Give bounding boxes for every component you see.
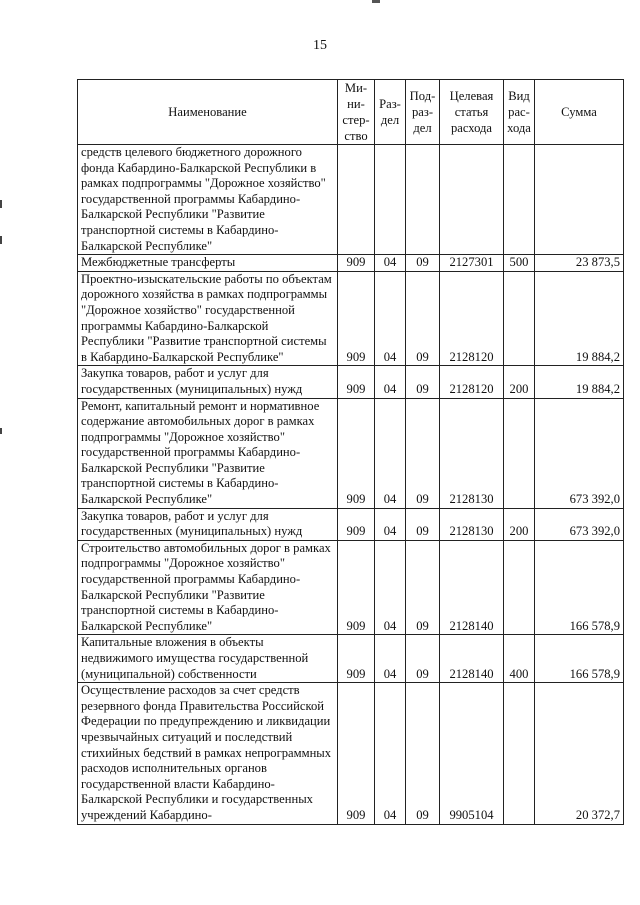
row-sum <box>535 145 624 255</box>
row-type <box>504 145 535 255</box>
row-target <box>440 145 504 255</box>
row-target: 2128140 <box>440 635 504 683</box>
row-name: Проектно-изыскательские работы по объектам дорожного хозяйства в рамках подпрограммы "Дорожное хозяйство" государственной программы Кабардино-Балкарской Республики "Развитие транспортной системы в Кабардино-Балкарской Республике" <box>78 271 338 366</box>
table-row <box>78 366 624 398</box>
table-row <box>78 540 624 635</box>
row-type <box>504 683 535 824</box>
row-sum: 20 372,7 <box>535 683 624 824</box>
row-type <box>504 540 535 635</box>
row-section: 04 <box>375 271 406 366</box>
row-subsection: 09 <box>406 398 440 508</box>
row-subsection: 09 <box>406 271 440 366</box>
row-type: 500 <box>504 255 535 272</box>
header-section-text: Раз- дел <box>379 97 401 127</box>
table-row <box>78 508 624 540</box>
header-subsection-text: Под- раз- дел <box>409 89 436 135</box>
budget-table <box>77 79 624 825</box>
row-name: Ремонт, капитальный ремонт и нормативное содержание автомобильных дорог в рамках подпрограммы "Дорожное хозяйство" государственной программы Кабардино-Балкарской Республики "Развитие транспортной системы в Кабардино-Балкарской Республике" <box>78 398 338 508</box>
row-section: 04 <box>375 366 406 398</box>
header-ministry-text: Ми- ни- стер- ство <box>342 81 370 143</box>
table-row <box>78 635 624 683</box>
page-number: 15 <box>313 38 327 53</box>
row-section: 04 <box>375 540 406 635</box>
header-name: Наименование <box>78 80 338 145</box>
row-sum: 19 884,2 <box>535 271 624 366</box>
row-section <box>375 145 406 255</box>
header-target <box>440 80 504 145</box>
row-sum: 673 392,0 <box>535 508 624 540</box>
row-ministry: 909 <box>338 683 375 824</box>
header-section <box>375 80 406 145</box>
table-header-row <box>78 80 624 145</box>
row-name: Строительство автомобильных дорог в рамках подпрограммы "Дорожное хозяйство" государственной программы Кабардино-Балкарской Республики "Развитие транспортной системы в Кабардино-Балкарской Республике" <box>78 540 338 635</box>
row-name: Осуществление расходов за счет средств резервного фонда Правительства Российской Федерации по предупреждению и ликвидации чрезвычайных ситуаций и последствий стихийных бедствий в рамках непрограммных расходов исполнительных органов государственной власти Кабардино-Балкарской Республики и государственных учреждений Кабардино- <box>78 683 338 824</box>
row-sum: 23 873,5 <box>535 255 624 272</box>
row-subsection: 09 <box>406 683 440 824</box>
row-name: средств целевого бюджетного дорожного фонда Кабардино-Балкарской Республики в рамках подпрограммы "Дорожное хозяйство" государственной программы Кабардино-Балкарской Республики "Развитие транспортной системы в Кабардино-Балкарской Республике" <box>78 145 338 255</box>
header-sum: Сумма <box>535 80 624 145</box>
header-ministry <box>338 80 375 145</box>
row-type <box>504 271 535 366</box>
row-sum: 673 392,0 <box>535 398 624 508</box>
row-ministry: 909 <box>338 271 375 366</box>
row-type: 400 <box>504 635 535 683</box>
row-section: 04 <box>375 683 406 824</box>
row-ministry: 909 <box>338 540 375 635</box>
scan-mark <box>372 0 380 3</box>
row-name: Капитальные вложения в объекты недвижимого имущества государственной (муниципальной) собственности <box>78 635 338 683</box>
row-sum: 19 884,2 <box>535 366 624 398</box>
scan-edge-mark <box>0 236 2 244</box>
row-name: Закупка товаров, работ и услуг для государственных (муниципальных) нужд <box>78 366 338 398</box>
row-target: 2128120 <box>440 271 504 366</box>
row-type: 200 <box>504 366 535 398</box>
row-section: 04 <box>375 635 406 683</box>
row-subsection: 09 <box>406 366 440 398</box>
row-target: 2127301 <box>440 255 504 272</box>
table-row <box>78 398 624 508</box>
row-subsection: 09 <box>406 508 440 540</box>
row-subsection: 09 <box>406 255 440 272</box>
row-target: 9905104 <box>440 683 504 824</box>
row-target: 2128130 <box>440 508 504 540</box>
header-type <box>504 80 535 145</box>
row-subsection: 09 <box>406 540 440 635</box>
row-subsection: 09 <box>406 635 440 683</box>
row-ministry: 909 <box>338 398 375 508</box>
row-ministry: 909 <box>338 366 375 398</box>
row-section: 04 <box>375 255 406 272</box>
table-row <box>78 255 624 272</box>
row-name: Закупка товаров, работ и услуг для государственных (муниципальных) нужд <box>78 508 338 540</box>
row-ministry: 909 <box>338 255 375 272</box>
row-ministry <box>338 145 375 255</box>
row-target: 2128140 <box>440 540 504 635</box>
header-target-text: Целевая статья расхода <box>449 89 494 135</box>
row-target: 2128130 <box>440 398 504 508</box>
row-section: 04 <box>375 398 406 508</box>
table-row <box>78 271 624 366</box>
row-type <box>504 398 535 508</box>
row-sum: 166 578,9 <box>535 635 624 683</box>
scan-edge-mark <box>0 200 2 208</box>
table-row <box>78 683 624 824</box>
row-section: 04 <box>375 508 406 540</box>
scan-edge-mark <box>0 428 2 434</box>
header-subsection <box>406 80 440 145</box>
table-row <box>78 145 624 255</box>
row-ministry: 909 <box>338 508 375 540</box>
row-sum: 166 578,9 <box>535 540 624 635</box>
row-type: 200 <box>504 508 535 540</box>
header-type-text: Вид рас- хода <box>507 89 531 135</box>
row-ministry: 909 <box>338 635 375 683</box>
row-target: 2128120 <box>440 366 504 398</box>
row-subsection <box>406 145 440 255</box>
row-name: Межбюджетные трансферты <box>78 255 338 272</box>
